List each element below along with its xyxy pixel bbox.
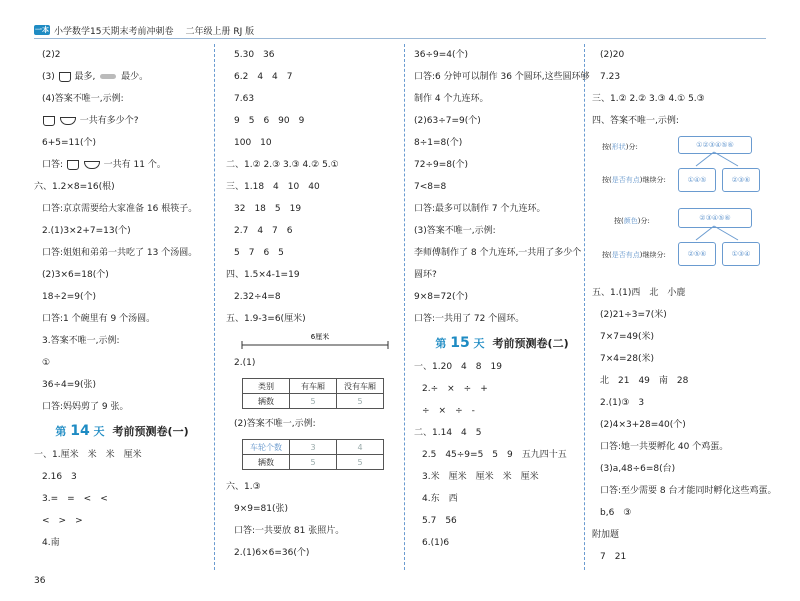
answer-line: 圆环? xyxy=(414,270,437,280)
diagram-box: ②⑤⑥ xyxy=(678,242,716,266)
answer-line: (2)63÷7=9(个) xyxy=(414,116,481,126)
cup-icon xyxy=(67,160,79,170)
answer-column-3 xyxy=(414,44,590,554)
answer-line: (3) 最多, 最少。 xyxy=(42,72,149,82)
column-divider-2 xyxy=(404,44,405,570)
answer-line: 2.÷ × ÷ + xyxy=(422,384,488,394)
answer-line: 口答:至少需要 8 台才能同时孵化这些鸡蛋。 xyxy=(600,486,777,496)
answer-line: (3)a,48÷6=8(台) xyxy=(600,464,676,474)
page-number: 36 xyxy=(34,576,46,586)
answer-line: ① xyxy=(42,358,51,368)
answer-line: 三、1.18 4 10 40 xyxy=(226,182,320,192)
spoon-icon xyxy=(100,74,116,79)
answer-line: 口答:一共要放 81 张照片。 xyxy=(234,526,345,536)
answer-line: 李师傅制作了 8 个九连环,一共用了多少个 xyxy=(414,248,582,258)
answer-column-4 xyxy=(592,44,777,568)
answer-line: 制作 4 个九连环。 xyxy=(414,94,489,104)
answer-line: 7×4=28(米) xyxy=(600,354,655,364)
diagram-box: ①②③④⑤⑥ xyxy=(678,136,752,154)
answer-line: 7 21 xyxy=(600,552,627,562)
answer-column-2 xyxy=(226,44,402,564)
answer-line: 二、1.14 4 5 xyxy=(414,428,482,438)
answer-line: 四、1.5×4-1=19 xyxy=(226,270,300,280)
answer-line: 3.答案不唯一,示例: xyxy=(42,336,120,346)
answer-line: (2)20 xyxy=(600,50,625,60)
answer-line: (2)4×3+28=40(个) xyxy=(600,420,686,430)
column-divider-1 xyxy=(214,44,215,570)
answer-line: (4)答案不唯一,示例: xyxy=(42,94,124,104)
cup-icon xyxy=(59,72,71,82)
answer-line: 口答:妈妈剪了 9 张。 xyxy=(42,402,129,412)
answer-line: 3.米 厘米 厘米 米 厘米 xyxy=(422,472,539,482)
section-title-day-14: 第 14 天 考前预测卷(一) xyxy=(55,423,189,439)
answer-line: 3.= = < < xyxy=(42,494,108,504)
answer-line: (2)3×6=18(个) xyxy=(42,270,109,280)
answer-line: 口答:她一共要孵化 40 个鸡蛋。 xyxy=(600,442,729,452)
answer-line: 72÷9=8(个) xyxy=(414,160,469,170)
classification-diagram xyxy=(592,132,768,282)
page-header xyxy=(34,22,254,38)
answer-line: 2.16 3 xyxy=(42,472,77,482)
diagram-box: ②③④⑤⑥ xyxy=(678,208,752,228)
answer-line: 六、1.③ xyxy=(226,482,261,492)
answer-line: 7×7=49(米) xyxy=(600,332,655,342)
answer-line: < > > xyxy=(42,516,83,526)
ruler-diagram xyxy=(226,330,402,352)
answer-line: 18÷2=9(个) xyxy=(42,292,97,302)
vehicle-table-2: 车轮个数 3 4 辆数 5 5 xyxy=(242,439,384,470)
answer-line: 9×9=81(张) xyxy=(234,504,289,514)
answer-line: 口答:姐姐和弟弟一共吃了 13 个汤圆。 xyxy=(42,248,198,258)
answer-line: 7.23 xyxy=(600,72,621,82)
answer-line: 附加题 xyxy=(592,530,620,540)
answer-line: 7.63 xyxy=(234,94,255,104)
answer-line: b,6 ③ xyxy=(600,508,632,518)
answer-line: (2)21÷3=7(米) xyxy=(600,310,667,320)
answer-line: 五、1.9-3=6(厘米) xyxy=(226,314,306,324)
answer-line: 5.30 36 xyxy=(234,50,275,60)
grade-label: 二年级上册 RJ 版 xyxy=(185,26,255,37)
diagram-label: 按(形状)分: xyxy=(602,143,638,151)
answer-line: 4.东 西 xyxy=(422,494,458,504)
answer-line: 9×8=72(个) xyxy=(414,292,469,302)
diagram-label: 按(是否有点)继续分: xyxy=(602,176,666,184)
answer-line: 二、1.② 2.③ 3.③ 4.② 5.① xyxy=(226,160,339,170)
answer-line: 口答:最多可以制作 7 个九连环。 xyxy=(414,204,546,214)
answer-line: 4.南 xyxy=(42,538,60,548)
answer-line: 2.(1) xyxy=(234,358,256,368)
answer-line: 2.7 4 7 6 xyxy=(234,226,293,236)
section-title-day-15: 第 15 天 考前预测卷(二) xyxy=(435,335,569,351)
answer-line: 2.32÷4=8 xyxy=(234,292,281,302)
answer-line: 2.(1)6×6=36(个) xyxy=(234,548,310,558)
answer-line: 2.5 45÷9=5 5 9 五九四十五 xyxy=(422,450,567,460)
diagram-box: ②③⑥ xyxy=(722,168,760,192)
answer-line: 三、1.② 2.② 3.③ 4.① 5.③ xyxy=(592,94,705,104)
answer-line: 北 21 49 南 28 xyxy=(600,376,689,386)
answer-line: 6+5=11(个) xyxy=(42,138,97,148)
answer-line: 五、1.(1)西 北 小鹿 xyxy=(592,288,686,298)
diagram-label: 按(颜色)分: xyxy=(614,217,650,225)
diagram-box: ①③④ xyxy=(722,242,760,266)
answer-line: (2)2 xyxy=(42,50,61,60)
vehicle-table-1: 类别 有车厢 没有车厢 辆数 5 5 xyxy=(242,378,384,409)
answer-line: 6.(1)6 xyxy=(422,538,450,548)
brand-logo-icon: 一本 xyxy=(35,26,49,34)
answer-line: 2.(1)③ 3 xyxy=(600,398,645,408)
ruler-label: 6厘米 xyxy=(310,333,330,341)
answer-line: 9 5 6 90 9 xyxy=(234,116,305,126)
answer-line: 36÷4=9(张) xyxy=(42,380,97,390)
answer-line: (3)答案不唯一,示例: xyxy=(414,226,496,236)
answer-line: 6.2 4 4 7 xyxy=(234,72,293,82)
answer-line: (2)答案不唯一,示例: xyxy=(234,419,316,429)
diagram-label: 按(是否有点)继续分: xyxy=(602,251,666,259)
answer-line: 一、1.20 4 8 19 xyxy=(414,362,502,372)
bowl-icon xyxy=(60,117,76,125)
answer-line: 8÷1=8(个) xyxy=(414,138,463,148)
answer-line: 口答:6 分钟可以制作 36 个圆环,这些圆环够 xyxy=(414,72,590,82)
answer-line: 32 18 5 19 xyxy=(234,204,302,214)
answer-line: 36÷9=4(个) xyxy=(414,50,469,60)
answer-line: 7<8=8 xyxy=(414,182,447,192)
answer-line: 六、1.2×8=16(根) xyxy=(34,182,115,192)
cup-icon xyxy=(43,116,55,126)
answer-line: 口答:一共用了 72 个圆环。 xyxy=(414,314,525,324)
book-title: 小学数学15天期末考前冲刺卷 xyxy=(54,26,174,37)
bowl-icon xyxy=(84,161,100,169)
answer-line: 5.7 56 xyxy=(422,516,457,526)
answer-line: 一、1.厘米 米 米 厘米 xyxy=(34,450,142,460)
answer-line: 口答:1 个碗里有 9 个汤圆。 xyxy=(42,314,156,324)
answer-line: 口答:京京需要给大家准备 16 根筷子。 xyxy=(42,204,198,214)
answer-line: 5 7 6 5 xyxy=(234,248,284,258)
answer-column-1 xyxy=(34,44,210,554)
answer-line: 2.(1)3×2+7=13(个) xyxy=(42,226,131,236)
answer-line: 四、答案不唯一,示例: xyxy=(592,116,679,126)
answer-line: ÷ × ÷ - xyxy=(422,406,475,416)
answer-line: 100 10 xyxy=(234,138,272,148)
answer-line: 一共有多少个? xyxy=(34,110,210,132)
diagram-box: ①④⑤ xyxy=(678,168,716,192)
header-divider xyxy=(34,38,766,39)
answer-line: 口答: 一共有 11 个。 xyxy=(42,160,166,170)
